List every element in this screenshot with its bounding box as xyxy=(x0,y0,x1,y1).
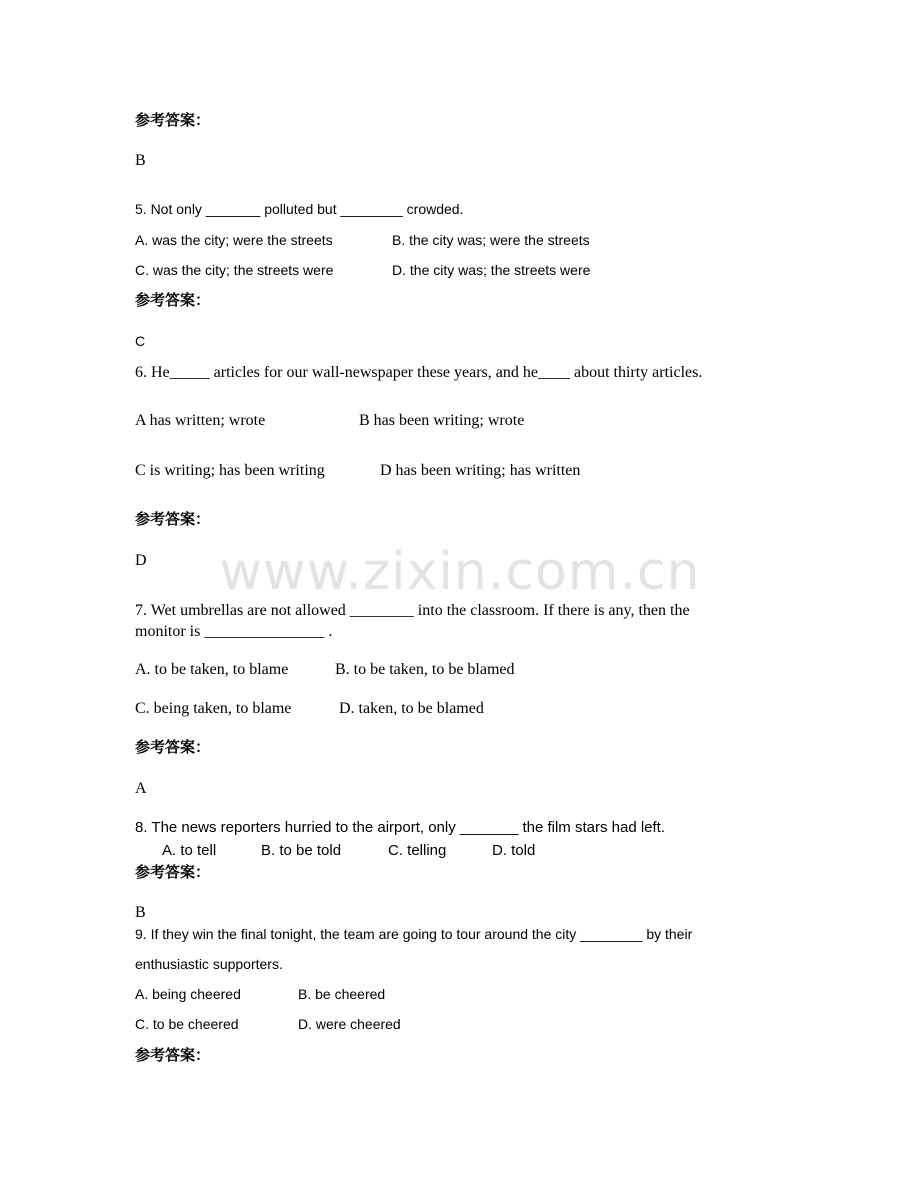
question-stem-line1: 9. If they win the final tonight, the team are going to tour around the city ________ by their xyxy=(135,926,693,942)
answer-value: C xyxy=(135,333,146,349)
option-a: A. being cheered xyxy=(135,986,241,1002)
option-b: B. the city was; were the streets xyxy=(392,232,590,248)
question-stem: 5. Not only _______ polluted but ________ crowded. xyxy=(135,201,464,217)
option-b: B has been writing; wrote xyxy=(359,412,525,429)
question-stem-line1: 7. Wet umbrellas are not allowed ________ into the classroom. If there is any, then the xyxy=(135,602,690,619)
answer-label: 参考答案： xyxy=(135,863,211,881)
option-d: D. taken, to be blamed xyxy=(339,700,484,717)
answer-label: 参考答案： xyxy=(135,1046,211,1064)
answer-label: 参考答案： xyxy=(135,510,211,528)
answer-value: D xyxy=(135,552,147,569)
option-d: D. were cheered xyxy=(298,1016,401,1032)
option-d: D. told xyxy=(492,842,536,859)
watermark: www.zixin.com.cn xyxy=(219,542,701,602)
option-c: C. telling xyxy=(388,842,447,859)
option-b: B. to be taken, to be blamed xyxy=(335,661,515,678)
option-d: D has been writing; has written xyxy=(380,462,581,479)
option-c: C. being taken, to blame xyxy=(135,700,292,717)
option-c: C. to be cheered xyxy=(135,1016,239,1032)
answer-value: B xyxy=(135,152,146,169)
answer-value: B xyxy=(135,904,146,921)
option-b: B. to be told xyxy=(261,842,342,859)
question-stem: 8. The news reporters hurried to the airport, only _______ the film stars had left. xyxy=(135,819,666,836)
question-stem-line2: monitor is _______________ . xyxy=(135,623,333,640)
option-c: C is writing; has been writing xyxy=(135,462,325,479)
option-a: A. was the city; were the streets xyxy=(135,232,333,248)
answer-label: 参考答案： xyxy=(135,738,211,756)
option-a: A. to tell xyxy=(162,842,217,859)
question-stem: 6. He_____ articles for our wall-newspaper these years, and he____ about thirty articles. xyxy=(135,364,703,381)
answer-label: 参考答案： xyxy=(135,291,211,309)
question-stem-line2: enthusiastic supporters. xyxy=(135,956,283,972)
option-d: D. the city was; the streets were xyxy=(392,262,591,278)
option-c: C. was the city; the streets were xyxy=(135,262,334,278)
option-b: B. be cheered xyxy=(298,986,386,1002)
answer-value: A xyxy=(135,780,147,797)
option-a: A. to be taken, to blame xyxy=(135,661,289,678)
option-a: A has written; wrote xyxy=(135,412,266,429)
answer-label: 参考答案： xyxy=(135,111,211,129)
